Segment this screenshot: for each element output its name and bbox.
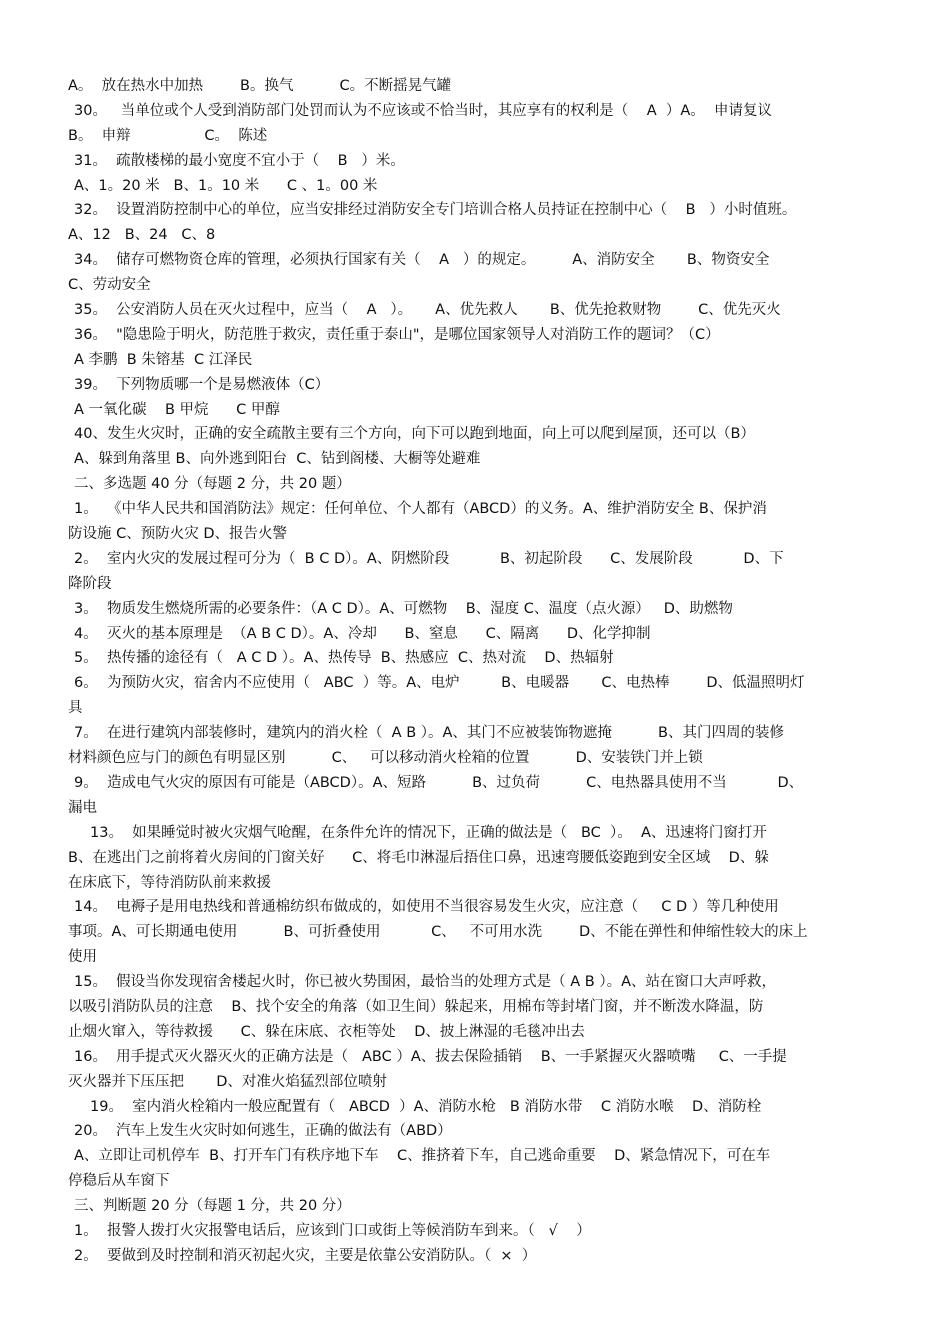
text-line: 1。 报警人拨打火灾报警电话后，应该到门口或街上等候消防车到来。（ √ ） — [74, 1222, 591, 1239]
text-line: 防设施 C、预防火灾 D、报告火警 — [68, 526, 288, 543]
text-line: 以吸引消防队员的注意 B、找个安全的角落（如卫生间）躲起来，用棉布等封堵门窗，并不断泼水降温，防 — [68, 998, 764, 1015]
document-body — [68, 74, 883, 1269]
text-line: 13。 如果睡觉时被火灾烟气呛醒，在条件允许的情况下，正确的做法是（ BC ）。 A、迅速将门窗打开 — [90, 824, 767, 841]
text-line: 降阶段 — [68, 575, 112, 592]
text-line: 19。 室内消火栓箱内一般应配置有（ ABCD ）A、消防水枪 B 消防水带 C 消防水喉 D、消防栓 — [90, 1098, 762, 1115]
text-line: A。 放在热水中加热 B。换气 C。不断摇晃气罐 — [68, 78, 452, 94]
text-line: 止烟火窜入，等待救援 C、躲在床底、衣柜等处 D、披上淋湿的毛毯冲出去 — [68, 1023, 585, 1040]
text-line: 3。 物质发生燃烧所需的必要条件：（A C D）。A、可燃物 B、湿度 C、温度（点火源） D、助燃物 — [74, 600, 733, 617]
text-line: B、在逃出门之前将着火房间的门窗关好 C、将毛巾淋湿后捂住口鼻，迅速弯腰低姿跑到安全区域 D、躲 — [68, 849, 769, 866]
text-line: 2。 要做到及时控制和消灭初起火灾，主要是依靠公安消防队。（ × ） — [74, 1247, 537, 1264]
text-line: A、1。20 米 B、1。10 米 C 、1。00 米 — [74, 177, 378, 194]
text-line: 停稳后从车窗下 — [68, 1173, 170, 1190]
text-line: 16。 用手提式灭火器灭火的正确方法是（ ABC ）A、拔去保险插销 B、一手紧握灭火器喷嘴 C、一手提 — [74, 1048, 787, 1065]
text-line: 36。 "隐患险于明火，防范胜于救灾，责任重于泰山"，是哪位国家领导人对消防工作的题词？（C） — [74, 326, 720, 343]
text-line: A 一氧化碳 B 甲烷 C 甲醇 — [74, 401, 280, 418]
text-line: 事项。A、可长期通电使用 B、可折叠使用 C、 不可用水洗 D、不能在弹性和伸缩性较大的床上 — [68, 924, 808, 941]
text-line: 31。 疏散楼梯的最小宽度不宜小于（ B ）米。 — [74, 152, 405, 169]
text-line: 35。 公安消防人员在灭火过程中，应当（ A ）。 A、优先救人 B、优先抢救财物 C、优先灭火 — [74, 302, 781, 319]
text-line: 15。 假设当你发现宿舍楼起火时，你已被火势围困，最恰当的处理方式是（ A B ）。A、站在窗口大声呼救， — [74, 974, 777, 991]
text-line: 具 — [68, 700, 83, 717]
text-line: 30。 当单位或个人受到消防部门处罚而认为不应该或不恰当时，其应享有的权利是（ A ）A。 申请复议 — [74, 102, 772, 119]
text-line: 漏电 — [68, 799, 97, 816]
text-line: 39。 下列物质哪一个是易燃液体（C） — [74, 376, 330, 393]
text-line: 二、多选题 40 分（每题 2 分，共 20 题） — [74, 476, 351, 493]
text-line: 40、发生火灾时，正确的安全疏散主要有三个方向，向下可以跑到地面，向上可以爬到屋顶，还可以（B） — [74, 426, 755, 443]
text-line: 在床底下，等待消防队前来救援 — [68, 874, 271, 891]
text-line: 三、判断题 20 分（每题 1 分，共 20 分） — [74, 1198, 351, 1215]
text-line: A 李鹏 B 朱镕基 C 江泽民 — [74, 351, 253, 368]
text-line: 9。 造成电气火灾的原因有可能是（ABCD）。A、短路 B、过负荷 C、电热器具使用不当 D、 — [74, 774, 804, 791]
text-line: 34。 储存可燃物资仓库的管理，必须执行国家有关（ A ）的规定。 A、消防安全 B、物资安全 — [74, 252, 770, 269]
text-line: C、劳动安全 — [68, 277, 151, 294]
text-line: 使用 — [68, 949, 97, 966]
text-line: 材料颜色应与门的颜色有明显区别 C、 可以移动消火栓箱的位置 D、安装铁门并上锁 — [68, 750, 703, 767]
text-line: 32。 设置消防控制中心的单位，应当安排经过消防安全专门培训合格人员持证在控制中心（ B ）小时值班。 — [74, 202, 797, 219]
text-line: 6。 为预防火灾，宿舍内不应使用（ ABC ）等。A、电炉 B、电暖器 C、电热棒 D、低温照明灯 — [74, 675, 805, 692]
text-line: 5。 热传播的途径有（ A C D ）。A、热传导 B、热感应 C、热对流 D、热辐射 — [74, 650, 614, 667]
text-line: B。 申辩 C。 陈述 — [68, 127, 268, 144]
text-line: 灭火器并下压压把 D、对准火焰猛烈部位喷射 — [68, 1073, 387, 1090]
text-line: 14。 电褥子是用电热线和普通棉纺织布做成的，如使用不当很容易发生火灾，应注意（ C D ）等几种使用 — [74, 899, 779, 916]
text-line: A、12 B、24 C、8 — [68, 227, 216, 244]
text-line: 2。 室内火灾的发展过程可分为（ B C D）。A、阴燃阶段 B、初起阶段 C、发展阶段 D、下 — [74, 550, 784, 567]
text-line: 20。 汽车上发生火灾时如何逃生，正确的做法有（ABD） — [74, 1123, 452, 1140]
text-line: 1。 《中华人民共和国消防法》规定：任何单位、个人都有（ABCD）的义务。A、维护消防安全 B、保护消 — [74, 501, 767, 518]
text-line: 4。 灭火的基本原理是 （A B C D）。A、冷却 B、窒息 C、隔离 D、化学抑制 — [74, 625, 651, 642]
text-line: 7。 在进行建筑内部装修时，建筑内的消火栓（ A B ）。A、其门不应被装饰物遮掩 B、其门四周的装修 — [74, 725, 784, 742]
text-line: A、立即让司机停车 B、打开车门有秩序地下车 C、推挤着下车，自己逃命重要 D、紧急情况下，可在车 — [74, 1148, 771, 1165]
text-line: A、躲到角落里 B、向外逃到阳台 C、钻到阁楼、大橱等处避难 — [74, 451, 481, 468]
